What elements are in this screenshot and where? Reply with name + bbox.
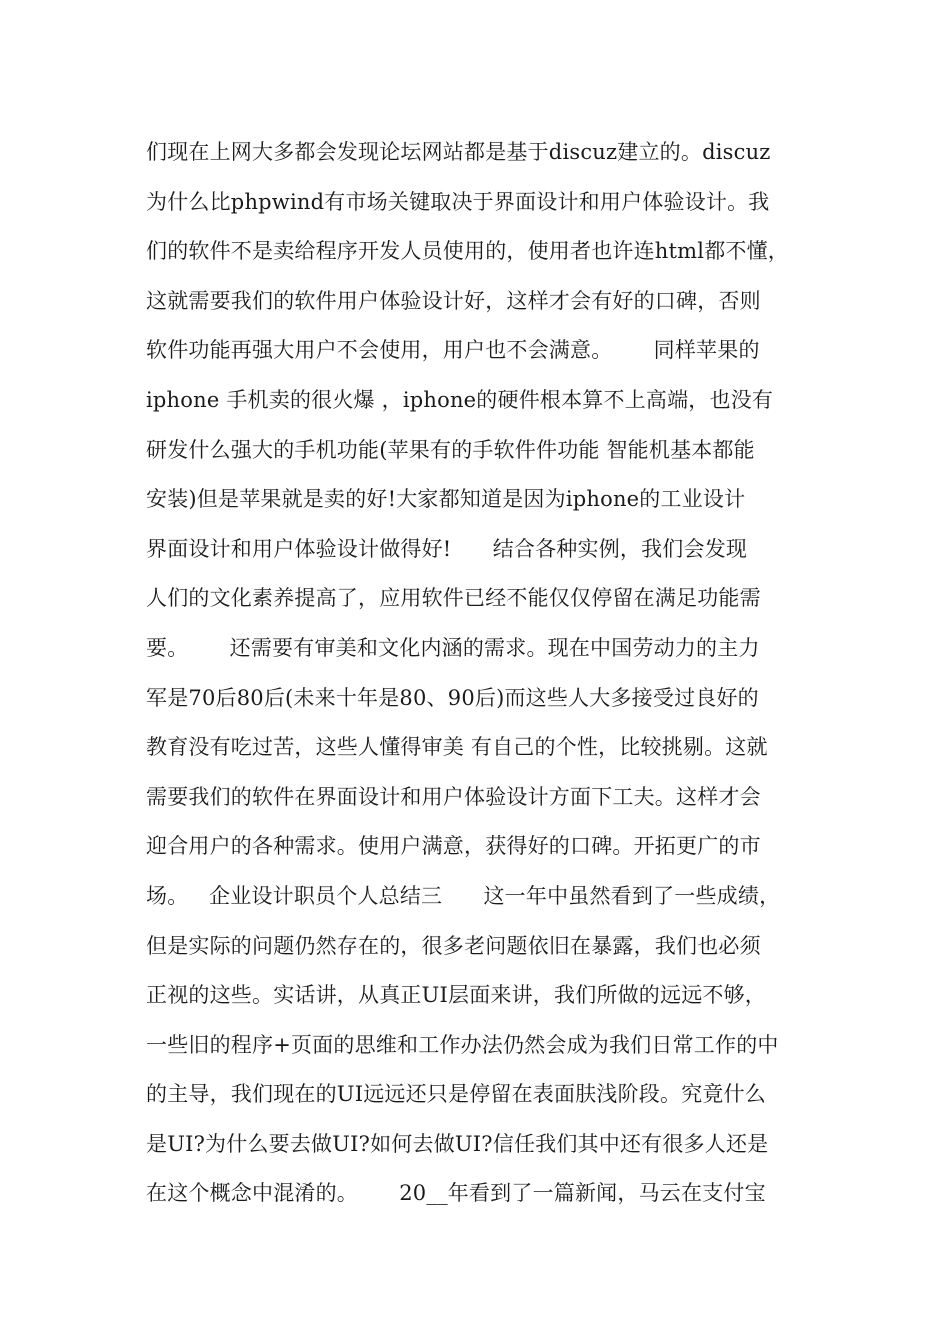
text-line-14: 需要我们的软件在界面设计和用户体验设计方面下工夫。这样才会 — [146, 784, 761, 809]
text-line-12: 军是70后80后(未来十年是80、90后)而这些人大多接受过良好的 — [146, 685, 759, 710]
text-line-18: 正视的这些。实话讲，从真正UI层面来讲，我们所做的远远不够， — [146, 983, 766, 1008]
text-line-1: 们现在上网大多都会发现论坛网站都是基于discuz建立的。discuz — [146, 140, 771, 164]
text-line-10: 人们的文化素养提高了，应用软件已经不能仅仅停留在满足功能需 — [146, 586, 761, 611]
text-line-13: 教育没有吃过苦，这些人懂得审美 有自己的个性，比较挑剔。这就 — [146, 735, 768, 760]
text-line-5: 软件功能再强大用户不会使用，用户也不会满意。 同样苹果的 — [146, 338, 760, 363]
text-line-19: 一些旧的程序+页面的思维和工作办法仍然会成为我们日常工作的中 — [146, 1032, 779, 1057]
text-line-9: 界面设计和用户体验设计做得好! 结合各种实例，我们会发现 — [146, 536, 748, 561]
text-line-15: 迎合用户的各种需求。使用户满意，获得好的口碑。开拓更广的市 — [146, 834, 761, 859]
text-line-16: 场。 企业设计职员个人总结三 这一年中虽然看到了一些成绩， — [146, 883, 781, 908]
text-line-6: iphone 手机卖的很火爆 ，iphone的硬件根本算不上高端，也没有 — [146, 387, 774, 412]
text-line-17: 但是实际的问题仍然存在的，很多老问题依旧在暴露，我们也必须 — [146, 933, 761, 958]
text-line-11: 要。 还需要有审美和文化内涵的需求。现在中国劳动力的主力 — [146, 635, 760, 660]
text-line-2: 为什么比phpwind有市场关键取决于界面设计和用户体验设计。我 — [146, 189, 770, 214]
text-line-4: 这就需要我们的软件用户体验设计好，这样才会有好的口碑，否则 — [146, 288, 761, 313]
text-line-3: 们的软件不是卖给程序开发人员使用的，使用者也许连html都不懂， — [146, 239, 789, 264]
text-line-22: 在这个概念中混淆的。 20__年看到了一篇新闻，马云在支付宝 — [146, 1181, 766, 1206]
text-line-20: 的主导，我们现在的UI远远还只是停留在表面肤浅阶段。究竟什么 — [146, 1082, 766, 1107]
document-body — [146, 133, 836, 1224]
text-line-7: 研发什么强大的手机功能(苹果有的手软件件功能 智能机基本都能 — [146, 437, 755, 462]
text-line-8: 安装)但是苹果就是卖的好!大家都知道是因为iphone的工业设计 — [146, 487, 746, 512]
text-line-21: 是UI?为什么要去做UI?如何去做UI?信任我们其中还有很多人还是 — [146, 1131, 769, 1156]
